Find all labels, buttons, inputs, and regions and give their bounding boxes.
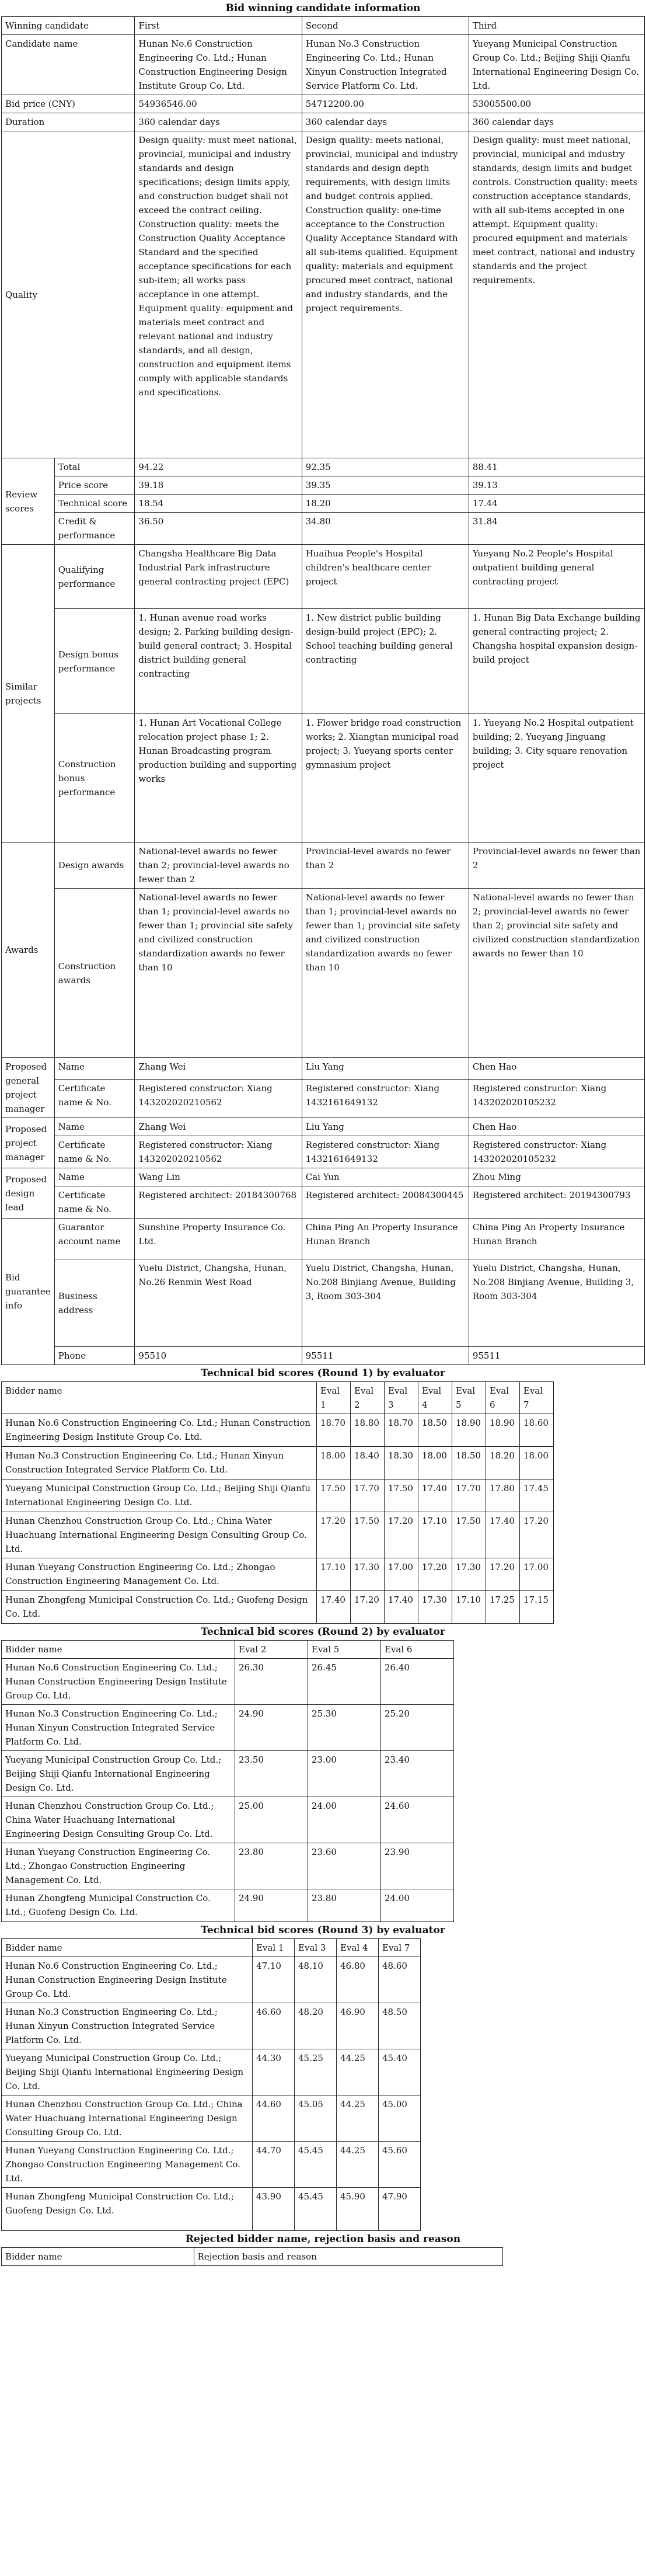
- round1-scores-table: [1, 1381, 554, 1624]
- column-header: Eval 3: [385, 1382, 418, 1414]
- cell: Registered constructor: Xiang 143202020105232: [469, 1136, 644, 1168]
- table-row: [2, 2049, 421, 2095]
- score-cell: 45.60: [379, 2142, 421, 2188]
- score-cell: 45.40: [379, 2049, 421, 2095]
- cell: Registered constructor: Xiang 1432161649132: [302, 1136, 469, 1168]
- table-header-row: [2, 2248, 503, 2266]
- bidder-name-cell: Hunan No.6 Construction Engineering Co. Ltd.; Hunan Construction Engineering Design Institute Group Co. Ltd.: [2, 1659, 235, 1705]
- score-cell: 17.10: [418, 1512, 452, 1558]
- score-cell: 17.30: [418, 1591, 452, 1624]
- cell: Provincial-level awards no fewer than 2: [302, 843, 469, 889]
- score-cell: 18.80: [351, 1414, 385, 1447]
- score-cell: 18.90: [486, 1414, 520, 1447]
- bidder-name-cell: Hunan Zhongfeng Municipal Construction Co. Ltd.; Guofeng Design Co. Ltd.: [2, 1591, 317, 1624]
- cell: 1. Yueyang No.2 Hospital outpatient building; 2. Yueyang Jinguang building; 3. City square renovation project: [469, 714, 644, 843]
- column-header: Eval 7: [379, 1939, 421, 1957]
- table-row: [2, 131, 645, 458]
- score-cell: 23.00: [308, 1751, 381, 1797]
- cell: Chen Hao: [469, 1058, 644, 1080]
- bidder-name-cell: Hunan Yueyang Construction Engineering Co. Ltd.; Zhongao Construction Engineering Management Co. Ltd.: [2, 1843, 235, 1889]
- cell: 360 calendar days: [469, 113, 644, 131]
- cell: 1. Hunan Big Data Exchange building general contracting project; 2. Changsha hospital expansion design-build project: [469, 609, 644, 714]
- table-row: [2, 1186, 645, 1219]
- score-cell: 18.70: [385, 1414, 418, 1447]
- score-cell: 23.60: [308, 1843, 381, 1889]
- table-row: [2, 2003, 421, 2049]
- cell: 39.35: [302, 476, 469, 495]
- table-row: [2, 1480, 554, 1512]
- cell: National-level awards no fewer than 1; provincial-level awards no fewer than 1; provincial site safety and civilized construction standardization awards no fewer than 10: [302, 889, 469, 1058]
- score-cell: 17.50: [317, 1480, 351, 1512]
- table-header-row: [2, 1382, 554, 1414]
- cell: 34.80: [302, 513, 469, 545]
- score-cell: 17.20: [418, 1558, 452, 1591]
- bidder-name-cell: Yueyang Municipal Construction Group Co. Ltd.; Beijing Shiji Qianfu International Engineering Design Co. Ltd.: [2, 2049, 253, 2095]
- table-row: [2, 1797, 454, 1843]
- score-cell: 17.10: [317, 1558, 351, 1591]
- cell: Construction bonus performance: [54, 714, 135, 843]
- cell: Registered architect: 20184300768: [135, 1186, 302, 1219]
- cell: 94.22: [135, 458, 302, 476]
- section-title-round1: Technical bid scores (Round 1) by evaluator: [201, 1367, 445, 1379]
- cell: 1. Hunan avenue road works design; 2. Parking building design-build general contract; 3. Hospital district building general contracting: [135, 609, 302, 714]
- cell: 18.20: [302, 495, 469, 513]
- table-row: [2, 1751, 454, 1797]
- cell: Review scores: [2, 458, 55, 545]
- bidder-name-cell: Hunan Yueyang Construction Engineering Co. Ltd.; Zhongao Construction Engineering Management Co. Ltd.: [2, 1558, 317, 1591]
- score-cell: 18.40: [351, 1447, 385, 1480]
- score-cell: 23.80: [235, 1843, 308, 1889]
- cell: Design quality: must meet national, provincial, municipal and industry standards, design limits and budget controls. Construction quality: meets construction acceptance standards, with all sub-items accepted in one attempt. Equipment quality: procured equipment and materials meet contract, national and industry standards and the project requirements.: [469, 131, 644, 458]
- score-cell: 48.10: [295, 1957, 337, 2003]
- column-header: Bidder name: [2, 1382, 317, 1414]
- cell: 360 calendar days: [135, 113, 302, 131]
- cell: Duration: [2, 113, 135, 131]
- cell: Yueyang No.2 People's Hospital outpatient building general contracting project: [469, 545, 644, 609]
- table-row: [2, 113, 645, 131]
- cell: Certificate name & No.: [54, 1136, 135, 1168]
- table-row: [2, 1168, 645, 1186]
- cell: Certificate name & No.: [54, 1186, 135, 1219]
- cell: Yuelu District, Changsha, Hunan, No.26 Renmin West Road: [135, 1259, 302, 1347]
- cell: 17.44: [469, 495, 644, 513]
- score-cell: 24.90: [235, 1889, 308, 1922]
- cell: Registered constructor: Xiang 1432161649132: [302, 1080, 469, 1118]
- table-row: [2, 714, 645, 843]
- column-header: Bidder name: [2, 1939, 253, 1957]
- table-row: [2, 1058, 645, 1080]
- score-cell: 17.10: [452, 1591, 486, 1624]
- column-header: Eval 6: [381, 1641, 454, 1659]
- score-cell: 17.50: [385, 1480, 418, 1512]
- cell: Name: [54, 1168, 135, 1186]
- column-header: Eval 7: [520, 1382, 554, 1414]
- cell: Yuelu District, Changsha, Hunan, No.208 Binjiang Avenue, Building 3, Room 303-304: [469, 1259, 644, 1347]
- table-header-row: [2, 1641, 454, 1659]
- score-cell: 17.40: [418, 1480, 452, 1512]
- table-row: [2, 35, 645, 95]
- score-cell: 45.00: [379, 2095, 421, 2142]
- score-cell: 47.10: [253, 1957, 295, 2003]
- score-cell: 17.20: [486, 1558, 520, 1591]
- score-cell: 26.45: [308, 1659, 381, 1705]
- table-row: [2, 843, 645, 889]
- bidder-name-cell: Hunan Chenzhou Construction Group Co. Ltd.; China Water Huachuang International Engineering Design Consulting Group Co. Ltd.: [2, 2095, 253, 2142]
- score-cell: 17.50: [452, 1512, 486, 1558]
- score-cell: 17.45: [520, 1480, 554, 1512]
- score-cell: 18.20: [486, 1447, 520, 1480]
- cell: Hunan No.3 Construction Engineering Co. Ltd.; Hunan Xinyun Construction Integrated Service Platform Co. Ltd.: [302, 35, 469, 95]
- table-row: [2, 1447, 554, 1480]
- table-row: [2, 2095, 421, 2142]
- score-cell: 26.40: [381, 1659, 454, 1705]
- cell: Changsha Healthcare Big Data Industrial Park infrastructure general contracting project (EPC): [135, 545, 302, 609]
- table-row: [2, 495, 645, 513]
- cell: Credit & performance: [54, 513, 135, 545]
- table-row: [2, 1843, 454, 1889]
- cell: Proposed general project manager: [2, 1058, 55, 1118]
- table-row: [2, 1889, 454, 1922]
- cell: Awards: [2, 843, 55, 1058]
- cell: 36.50: [135, 513, 302, 545]
- cell: 92.35: [302, 458, 469, 476]
- score-cell: 25.00: [235, 1797, 308, 1843]
- cell: 95510: [135, 1347, 302, 1365]
- cell: Design bonus performance: [54, 609, 135, 714]
- score-cell: 44.30: [253, 2049, 295, 2095]
- score-cell: 44.25: [337, 2142, 379, 2188]
- bidder-name-cell: Hunan Zhongfeng Municipal Construction Co. Ltd.; Guofeng Design Co. Ltd.: [2, 2188, 253, 2231]
- score-cell: 23.50: [235, 1751, 308, 1797]
- bidder-name-cell: Hunan No.3 Construction Engineering Co. Ltd.; Hunan Xinyun Construction Integrated Service Platform Co. Ltd.: [2, 1447, 317, 1480]
- column-header: Eval 3: [295, 1939, 337, 1957]
- table-header-row: [2, 1939, 421, 1957]
- score-cell: 23.90: [381, 1843, 454, 1889]
- score-cell: 18.00: [418, 1447, 452, 1480]
- cell: Total: [54, 458, 135, 476]
- candidates-table: [1, 16, 645, 1365]
- table-row: [2, 1136, 645, 1168]
- score-cell: 48.60: [379, 1957, 421, 2003]
- table-row: [2, 458, 645, 476]
- score-cell: 45.90: [337, 2188, 379, 2231]
- table-row: [2, 1414, 554, 1447]
- column-header: Rejection basis and reason: [194, 2248, 502, 2266]
- bidder-name-cell: Hunan Zhongfeng Municipal Construction Co. Ltd.; Guofeng Design Co. Ltd.: [2, 1889, 235, 1922]
- score-cell: 43.90: [253, 2188, 295, 2231]
- score-cell: 23.80: [308, 1889, 381, 1922]
- column-header: Eval 2: [351, 1382, 385, 1414]
- round3-scores-table: [1, 1938, 421, 2231]
- section-title-rejected: Rejected bidder name, rejection basis and reason: [185, 2233, 461, 2245]
- score-cell: 47.90: [379, 2188, 421, 2231]
- cell: National-level awards no fewer than 1; provincial-level awards no fewer than 1; provincial site safety and civilized construction standardization awards no fewer than 10: [135, 889, 302, 1058]
- score-cell: 18.00: [317, 1447, 351, 1480]
- cell: China Ping An Property Insurance Hunan Branch: [302, 1219, 469, 1259]
- cell: Cai Yun: [302, 1168, 469, 1186]
- score-cell: 24.00: [381, 1889, 454, 1922]
- cell: 95511: [302, 1347, 469, 1365]
- section-title-candidates: Bid winning candidate information: [225, 2, 421, 14]
- column-header: Eval 2: [235, 1641, 308, 1659]
- cell: Zhang Wei: [135, 1118, 302, 1136]
- bidder-name-cell: Yueyang Municipal Construction Group Co. Ltd.; Beijing Shiji Qianfu International Engineering Design Co. Ltd.: [2, 1480, 317, 1512]
- table-row: [2, 2142, 421, 2188]
- table-row: [2, 1591, 554, 1624]
- cell: Wang Lin: [135, 1168, 302, 1186]
- table-row: [2, 1347, 645, 1365]
- cell: First: [135, 17, 302, 35]
- cell: Guarantor account name: [54, 1219, 135, 1259]
- cell: Design quality: must meet national, provincial, municipal and industry standards and design specifications; design limits apply, and construction budget shall not exceed the contract ceiling. Construction quality: meets the Construction Quality Acceptance Standard and the specified acceptance specifications for each sub-item; all works pass acceptance in one attempt. Equipment quality: equipment and materials meet contract and relevant national and industry standards, and all design, construction and equipment items comply with applicable standards and specifications.: [135, 131, 302, 458]
- column-header: Bidder name: [2, 2248, 194, 2266]
- score-cell: 24.90: [235, 1705, 308, 1751]
- score-cell: 18.60: [520, 1414, 554, 1447]
- bidder-name-cell: Hunan Yueyang Construction Engineering Co. Ltd.; Zhongao Construction Engineering Management Co. Ltd.: [2, 2142, 253, 2188]
- cell: Qualifying performance: [54, 545, 135, 609]
- cell: Registered constructor: Xiang 143202020210562: [135, 1136, 302, 1168]
- score-cell: 24.00: [308, 1797, 381, 1843]
- score-cell: 45.45: [295, 2188, 337, 2231]
- score-cell: 17.20: [520, 1512, 554, 1558]
- cell: 95511: [469, 1347, 644, 1365]
- cell: Zhou Ming: [469, 1168, 644, 1186]
- cell: Yueyang Municipal Construction Group Co. Ltd.; Beijing Shiji Qianfu International Engineering Design Co. Ltd.: [469, 35, 644, 95]
- score-cell: 18.70: [317, 1414, 351, 1447]
- cell: 54936546.00: [135, 95, 302, 113]
- column-header: Eval 6: [486, 1382, 520, 1414]
- score-cell: 17.40: [317, 1591, 351, 1624]
- cell: Quality: [2, 131, 135, 458]
- cell: 88.41: [469, 458, 644, 476]
- cell: Registered constructor: Xiang 143202020210562: [135, 1080, 302, 1118]
- score-cell: 18.50: [418, 1414, 452, 1447]
- cell: Liu Yang: [302, 1118, 469, 1136]
- score-cell: 17.70: [351, 1480, 385, 1512]
- cell: National-level awards no fewer than 2; provincial-level awards no fewer than 2: [135, 843, 302, 889]
- table-row: [2, 2188, 421, 2231]
- table-row: [2, 1219, 645, 1259]
- rejected-table: [1, 2247, 503, 2266]
- cell: Yuelu District, Changsha, Hunan, No.208 Binjiang Avenue, Building 3, Room 303-304: [302, 1259, 469, 1347]
- cell: Candidate name: [2, 35, 135, 95]
- table-row: [2, 1080, 645, 1118]
- column-header: Eval 1: [253, 1939, 295, 1957]
- score-cell: 44.25: [337, 2049, 379, 2095]
- table-row: [2, 889, 645, 1058]
- score-cell: 18.30: [385, 1447, 418, 1480]
- cell: Second: [302, 17, 469, 35]
- column-header: Bidder name: [2, 1641, 235, 1659]
- cell: China Ping An Property Insurance Hunan Branch: [469, 1219, 644, 1259]
- table-row: [2, 1259, 645, 1347]
- section-title-round2: Technical bid scores (Round 2) by evaluator: [201, 1626, 445, 1638]
- cell: Similar projects: [2, 545, 55, 843]
- cell: Registered constructor: Xiang 143202020105232: [469, 1080, 644, 1118]
- cell: Liu Yang: [302, 1058, 469, 1080]
- score-cell: 48.20: [295, 2003, 337, 2049]
- cell: Design quality: meets national, provincial, municipal and industry standards and design depth requirements, with design limits and budget controls applied. Construction quality: one-time acceptance to the Construction Quality Acceptance Standard with all sub-items qualified. Equipment quality: materials and equipment procured meet contract, national and industry standards, and the project requirements.: [302, 131, 469, 458]
- cell: Construction awards: [54, 889, 135, 1058]
- score-cell: 17.00: [520, 1558, 554, 1591]
- table-row: [2, 1705, 454, 1751]
- section-title-round3: Technical bid scores (Round 3) by evaluator: [201, 1924, 445, 1936]
- cell: Zhang Wei: [135, 1058, 302, 1080]
- score-cell: 26.30: [235, 1659, 308, 1705]
- cell: Name: [54, 1058, 135, 1080]
- table-row: [2, 1659, 454, 1705]
- score-cell: 18.90: [452, 1414, 486, 1447]
- score-cell: 46.90: [337, 2003, 379, 2049]
- score-cell: 46.80: [337, 1957, 379, 2003]
- cell: Phone: [54, 1347, 135, 1365]
- column-header: Eval 5: [308, 1641, 381, 1659]
- score-cell: 17.25: [486, 1591, 520, 1624]
- cell: Certificate name & No.: [54, 1080, 135, 1118]
- cell: 39.18: [135, 476, 302, 495]
- cell: Sunshine Property Insurance Co. Ltd.: [135, 1219, 302, 1259]
- table-row: [2, 17, 645, 35]
- score-cell: 17.30: [351, 1558, 385, 1591]
- cell: Proposed project manager: [2, 1118, 55, 1168]
- score-cell: 44.25: [337, 2095, 379, 2142]
- score-cell: 24.60: [381, 1797, 454, 1843]
- bidder-name-cell: Hunan Chenzhou Construction Group Co. Ltd.; China Water Huachuang International Engineering Design Consulting Group Co. Ltd.: [2, 1512, 317, 1558]
- score-cell: 17.15: [520, 1591, 554, 1624]
- cell: Third: [469, 17, 644, 35]
- cell: 18.54: [135, 495, 302, 513]
- column-header: Eval 5: [452, 1382, 486, 1414]
- cell: 53005500.00: [469, 95, 644, 113]
- table-row: [2, 1512, 554, 1558]
- score-cell: 25.30: [308, 1705, 381, 1751]
- cell: Bid price (CNY): [2, 95, 135, 113]
- cell: Registered architect: 20084300445: [302, 1186, 469, 1219]
- bidder-name-cell: Hunan No.3 Construction Engineering Co. Ltd.; Hunan Xinyun Construction Integrated Service Platform Co. Ltd.: [2, 1705, 235, 1751]
- score-cell: 17.80: [486, 1480, 520, 1512]
- table-row: [2, 609, 645, 714]
- score-cell: 17.40: [385, 1591, 418, 1624]
- cell: National-level awards no fewer than 2; provincial-level awards no fewer than 2; provincial site safety and civilized construction standardization awards no fewer than 10: [469, 889, 644, 1058]
- cell: Registered architect: 20194300793: [469, 1186, 644, 1219]
- cell: 1. Flower bridge road construction works; 2. Xiangtan municipal road project; 3. Yueyang sports center gymnasium project: [302, 714, 469, 843]
- bidder-name-cell: Hunan Chenzhou Construction Group Co. Ltd.; China Water Huachuang International Engineering Design Consulting Group Co. Ltd.: [2, 1797, 235, 1843]
- cell: 360 calendar days: [302, 113, 469, 131]
- cell: Name: [54, 1118, 135, 1136]
- bidder-name-cell: Hunan No.3 Construction Engineering Co. Ltd.; Hunan Xinyun Construction Integrated Service Platform Co. Ltd.: [2, 2003, 253, 2049]
- cell: Huaihua People's Hospital children's healthcare center project: [302, 545, 469, 609]
- cell: Technical score: [54, 495, 135, 513]
- bidder-name-cell: Hunan No.6 Construction Engineering Co. Ltd.; Hunan Construction Engineering Design Institute Group Co. Ltd.: [2, 1414, 317, 1447]
- score-cell: 45.25: [295, 2049, 337, 2095]
- score-cell: 44.70: [253, 2142, 295, 2188]
- cell: 1. New district public building design-build project (EPC); 2. School teaching building general contracting: [302, 609, 469, 714]
- round2-scores-table: [1, 1640, 454, 1922]
- score-cell: 17.40: [486, 1512, 520, 1558]
- score-cell: 44.60: [253, 2095, 295, 2142]
- cell: Design awards: [54, 843, 135, 889]
- cell: Proposed design lead: [2, 1168, 55, 1219]
- cell: 1. Hunan Art Vocational College relocation project phase 1; 2. Hunan Broadcasting program production building and supporting works: [135, 714, 302, 843]
- score-cell: 45.45: [295, 2142, 337, 2188]
- cell: Price score: [54, 476, 135, 495]
- score-cell: 18.00: [520, 1447, 554, 1480]
- score-cell: 17.20: [351, 1591, 385, 1624]
- score-cell: 45.05: [295, 2095, 337, 2142]
- cell: 39.13: [469, 476, 644, 495]
- cell: Chen Hao: [469, 1118, 644, 1136]
- bidder-name-cell: Yueyang Municipal Construction Group Co. Ltd.; Beijing Shiji Qianfu International Engineering Design Co. Ltd.: [2, 1751, 235, 1797]
- score-cell: 17.20: [317, 1512, 351, 1558]
- cell: Provincial-level awards no fewer than 2: [469, 843, 644, 889]
- score-cell: 17.00: [385, 1558, 418, 1591]
- table-row: [2, 95, 645, 113]
- score-cell: 17.50: [351, 1512, 385, 1558]
- bidder-name-cell: Hunan No.6 Construction Engineering Co. Ltd.; Hunan Construction Engineering Design Institute Group Co. Ltd.: [2, 1957, 253, 2003]
- score-cell: 17.20: [385, 1512, 418, 1558]
- cell: Bid guarantee info: [2, 1219, 55, 1365]
- score-cell: 48.50: [379, 2003, 421, 2049]
- score-cell: 46.60: [253, 2003, 295, 2049]
- table-row: [2, 476, 645, 495]
- score-cell: 18.50: [452, 1447, 486, 1480]
- column-header: Eval 1: [317, 1382, 351, 1414]
- table-row: [2, 1118, 645, 1136]
- cell: Business address: [54, 1259, 135, 1347]
- cell: Hunan No.6 Construction Engineering Co. Ltd.; Hunan Construction Engineering Design Institute Group Co. Ltd.: [135, 35, 302, 95]
- table-row: [2, 1558, 554, 1591]
- score-cell: 17.70: [452, 1480, 486, 1512]
- cell: 31.84: [469, 513, 644, 545]
- score-cell: 25.20: [381, 1705, 454, 1751]
- score-cell: 23.40: [381, 1751, 454, 1797]
- column-header: Eval 4: [418, 1382, 452, 1414]
- cell: 54712200.00: [302, 95, 469, 113]
- cell: Winning candidate: [2, 17, 135, 35]
- table-row: [2, 545, 645, 609]
- score-cell: 17.30: [452, 1558, 486, 1591]
- column-header: Eval 4: [337, 1939, 379, 1957]
- table-row: [2, 1957, 421, 2003]
- table-row: [2, 513, 645, 545]
